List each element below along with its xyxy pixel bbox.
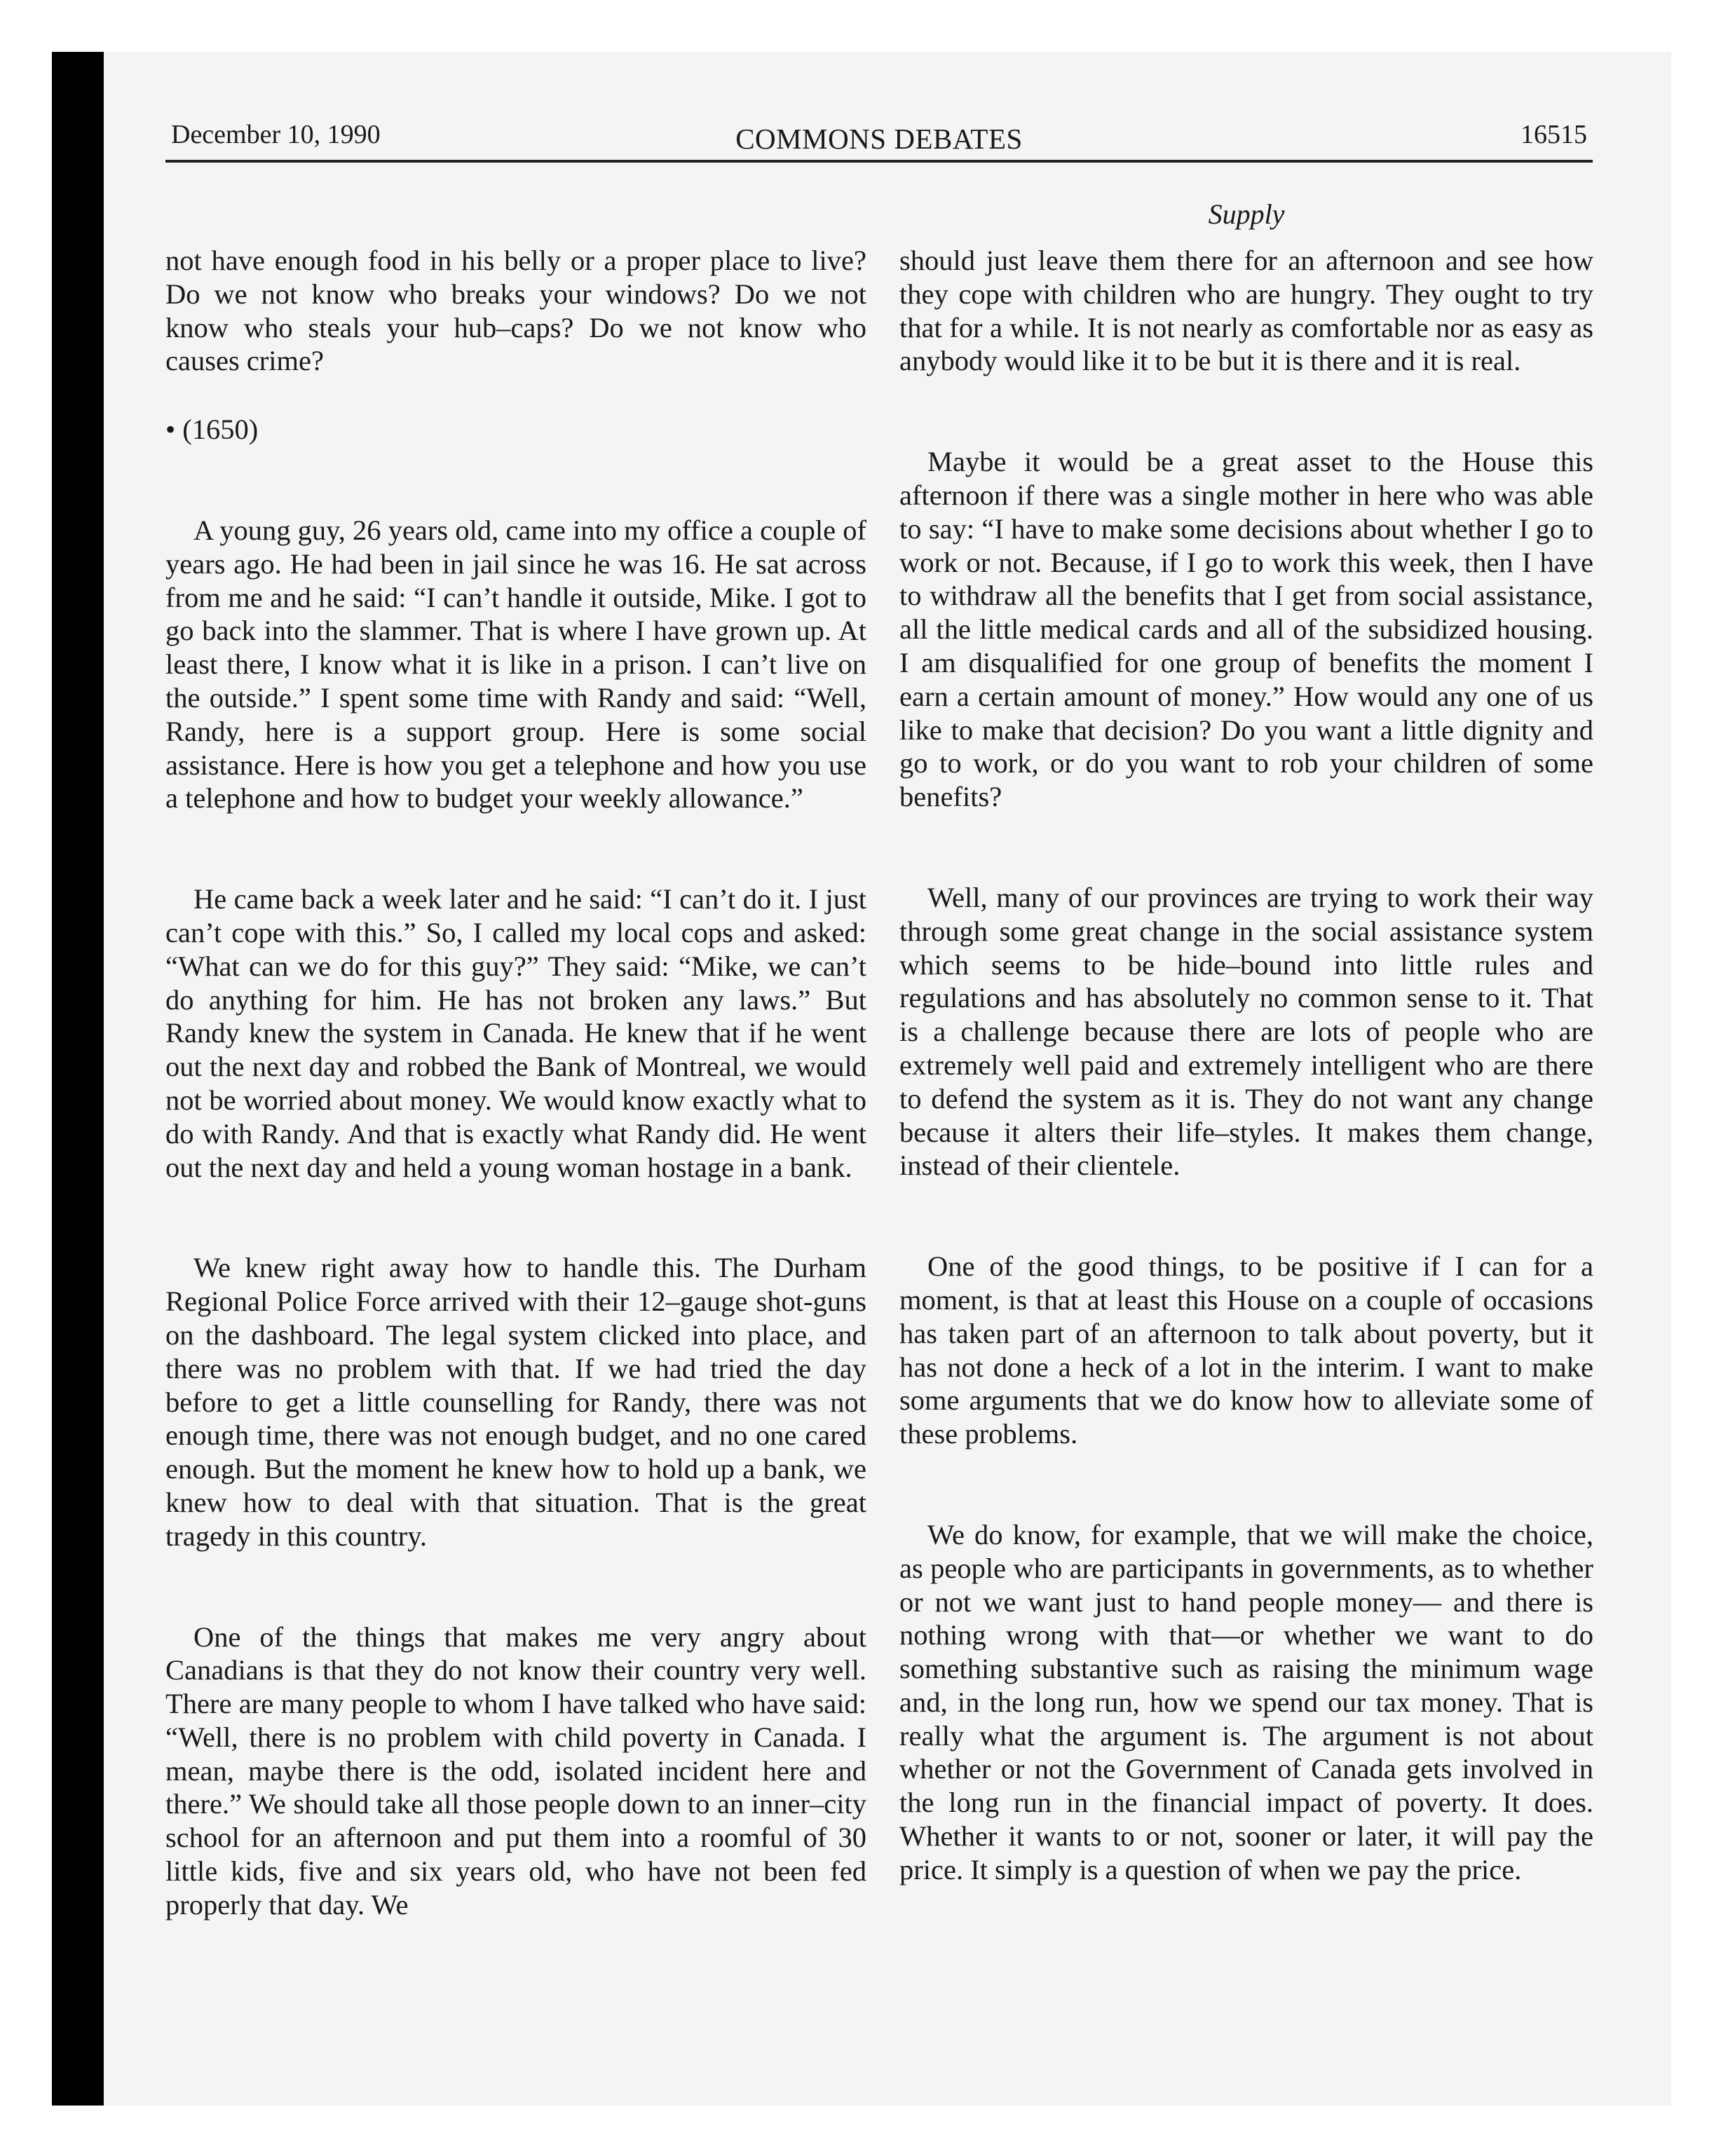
paragraph: not have enough food in his belly or a proper place to live? Do we not know who breaks your windows? Do we not know who steals your hub–caps? Do we not know who causes crime?: [165, 245, 866, 377]
running-head: Supply: [1208, 198, 1285, 230]
paragraph: He came back a week later and he said: “I can’t do it. I just can’t cope with this.” So, I called my local cops and asked: “What can we do for this guy?” They said: “Mike, we can’t do anything for him. He has not broken any laws.” But Randy knew the system in Canada. He knew that if he went out the next day and robbed the Bank of Montreal, we would not be worried about money. We would know exactly what to do with Randy. And that is exactly what Randy did. He went out the next day and held a young woman hostage in a bank.: [165, 883, 866, 1183]
paragraph: Well, many of our provinces are trying to work their way through some great change in the social assistance system which seems to be hide–bound into little rules and regulations and has absolutely no common sense to it. That is a challenge because there are lots of people who are extremely well paid and extremely intelligent who are there to defend the system as it is. They do not want any change because it alters their life–styles. It makes them change, instead of their clientele.: [899, 881, 1593, 1182]
paragraph: One of the things that makes me very angry about Canadians is that they do not know their country very well. There are many people to whom I have talked who have said: “Well, there is no problem with child poverty in Canada. I mean, maybe there is the odd, isolated incident here and there.” We should take all those people down to an inner–city school for an afternoon and put them into a roomful of 30 little kids, five and six years old, who have not been fed properly that day. We: [165, 1621, 866, 1920]
timestamp: • (1650): [165, 414, 259, 446]
scan-edge-bar: [52, 52, 104, 2106]
paragraph: A young guy, 26 years old, came into my office a couple of years ago. He had been in jail since he was 16. He sat across from me and he said: “I can’t handle it outside, Mike. I got to go back into the slammer. That is where I have grown up. At least there, I know what it is like in a prison. I can’t live on the outside.” I spent some time with Randy and said: “Well, Randy, here is a support group. Here is some social assistance. Here is how you get a telephone and how you use a telephone and how to budget your weekly allowance.”: [165, 514, 866, 814]
right-column: [899, 244, 1593, 1887]
header-date: December 10, 1990: [171, 120, 381, 149]
page-header: [165, 116, 1593, 163]
paragraph: One of the good things, to be positive if I can for a moment, is that at least this House on a couple of occasions has taken part of an afternoon to talk about poverty, but it has not done a heck of a lot in the interim. I want to make some arguments that we do know how to alleviate some of these problems.: [899, 1250, 1593, 1450]
header-title: COMMONS DEBATES: [735, 123, 1023, 155]
paragraph: should just leave them there for an afternoon and see how they cope with children who are hungry. They ought to try that for a while. It is not nearly as comfortable nor as easy as anybody would like it to be but it is there and it is real.: [899, 245, 1593, 377]
paragraph: Maybe it would be a great asset to the House this afternoon if there was a single mother in here who was able to say: “I have to make some decisions about whether I go to work or not. Because, if I go to work this week, then I have to withdraw all the benefits that I get from social assistance, all the little medical cards and all of the subsidized housing. I am disqualified for one group of benefits the moment I earn a certain amount of money.” How would any one of us like to make that decision? Do you want a little dignity and go to work, or do you want to rob your children of some benefits?: [899, 446, 1593, 813]
header-page-number: 16515: [1520, 120, 1587, 149]
paragraph: We knew right away how to handle this. The Durham Regional Police Force arrived with their 12–gauge shot-guns on the dashboard. The legal system clicked into place, and there was no problem with that. If we had tried the day before to get a little counselling for Randy, there was not enough time, there was not enough budget, and no one cared enough. But the moment he knew how to hold up a bank, we knew how to deal with that situation. That is the great tragedy in this country.: [165, 1252, 866, 1552]
left-column: [165, 244, 866, 1922]
paragraph: We do know, for example, that we will make the choice, as people who are participants in governments, as to whether or not we want just to hand people money— and there is nothing wrong with that—or whether we want to do something substantive such as raising the minimum wage and, in the long run, how we spend our tax money. That is really what the argument is. The argument is not about whether or not the Government of Canada gets involved in the long run in the financial impact of poverty. It does. Whether it wants to or not, sooner or later, it will pay the price. It simply is a question of when we pay the price.: [899, 1518, 1593, 1885]
